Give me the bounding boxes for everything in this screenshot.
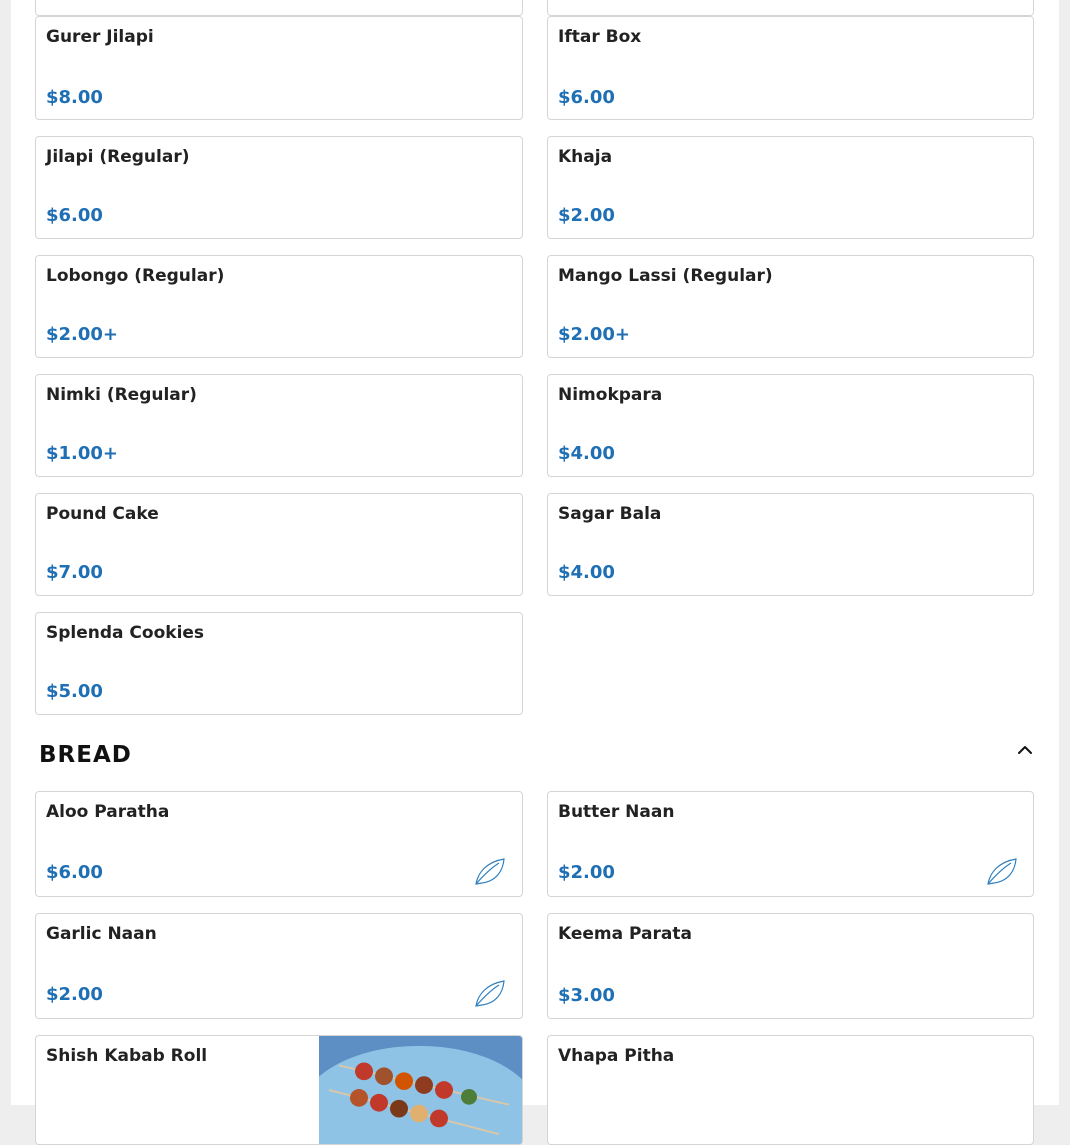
menu-item-card[interactable] <box>35 1035 523 1145</box>
item-name: Nimki (Regular) <box>46 385 197 405</box>
vegetarian-leaf-icon <box>473 856 507 886</box>
chevron-up-icon[interactable] <box>1013 738 1037 762</box>
item-name: Splenda Cookies <box>46 623 205 643</box>
menu-item-card[interactable] <box>35 913 523 1019</box>
item-price: $2.00 <box>558 862 615 883</box>
item-name: Pound Cake <box>46 504 159 524</box>
item-name: Vhapa Pitha <box>558 1046 675 1066</box>
menu-item-card[interactable] <box>35 16 523 120</box>
item-name: Iftar Box <box>558 27 642 47</box>
menu-item-card-partial[interactable] <box>547 0 1034 16</box>
item-price: $6.00 <box>558 87 615 108</box>
menu-item-card[interactable] <box>547 136 1034 239</box>
item-price: $1.00+ <box>46 443 119 464</box>
item-name: Mango Lassi (Regular) <box>558 266 773 286</box>
item-price: $7.00 <box>46 562 103 583</box>
menu-item-card[interactable] <box>547 493 1034 596</box>
item-name: Keema Parata <box>558 924 692 944</box>
section-title-bread: BREAD <box>39 742 132 768</box>
item-price: $4.00 <box>558 562 615 583</box>
item-name: Garlic Naan <box>46 924 157 944</box>
menu-item-card[interactable] <box>547 1035 1034 1145</box>
item-price: $8.00 <box>46 87 103 108</box>
menu-item-card[interactable] <box>35 791 523 897</box>
menu-item-card[interactable] <box>35 136 523 239</box>
item-price: $6.00 <box>46 205 103 226</box>
menu-item-card[interactable] <box>547 16 1034 120</box>
item-price: $2.00 <box>558 205 615 226</box>
item-name: Jilapi (Regular) <box>46 147 190 167</box>
item-price: $4.00 <box>558 443 615 464</box>
vegetarian-leaf-icon <box>473 978 507 1008</box>
item-price: $3.00 <box>558 985 615 1006</box>
item-price: $2.00 <box>46 984 103 1005</box>
item-name: Lobongo (Regular) <box>46 266 225 286</box>
menu-item-card[interactable] <box>35 493 523 596</box>
item-name: Shish Kabab Roll <box>46 1046 208 1066</box>
item-name: Nimokpara <box>558 385 663 405</box>
item-price: $2.00+ <box>558 324 631 345</box>
item-name: Aloo Paratha <box>46 802 170 822</box>
item-price: $6.00 <box>46 862 103 883</box>
menu-item-card[interactable] <box>547 374 1034 477</box>
vegetarian-leaf-icon <box>985 856 1019 886</box>
item-price: $5.00 <box>46 681 103 702</box>
kabab-skewer-photo <box>319 1036 522 1144</box>
item-name: Butter Naan <box>558 802 675 822</box>
item-name: Sagar Bala <box>558 504 662 524</box>
item-price: $2.00+ <box>46 324 119 345</box>
menu-item-card[interactable] <box>35 374 523 477</box>
menu-item-card[interactable] <box>35 612 523 715</box>
item-name: Gurer Jilapi <box>46 27 154 47</box>
menu-item-card[interactable] <box>547 255 1034 358</box>
menu-item-card[interactable] <box>547 791 1034 897</box>
item-name: Khaja <box>558 147 613 167</box>
menu-item-card-partial[interactable] <box>35 0 523 16</box>
menu-item-card[interactable] <box>547 913 1034 1019</box>
menu-item-card[interactable] <box>35 255 523 358</box>
